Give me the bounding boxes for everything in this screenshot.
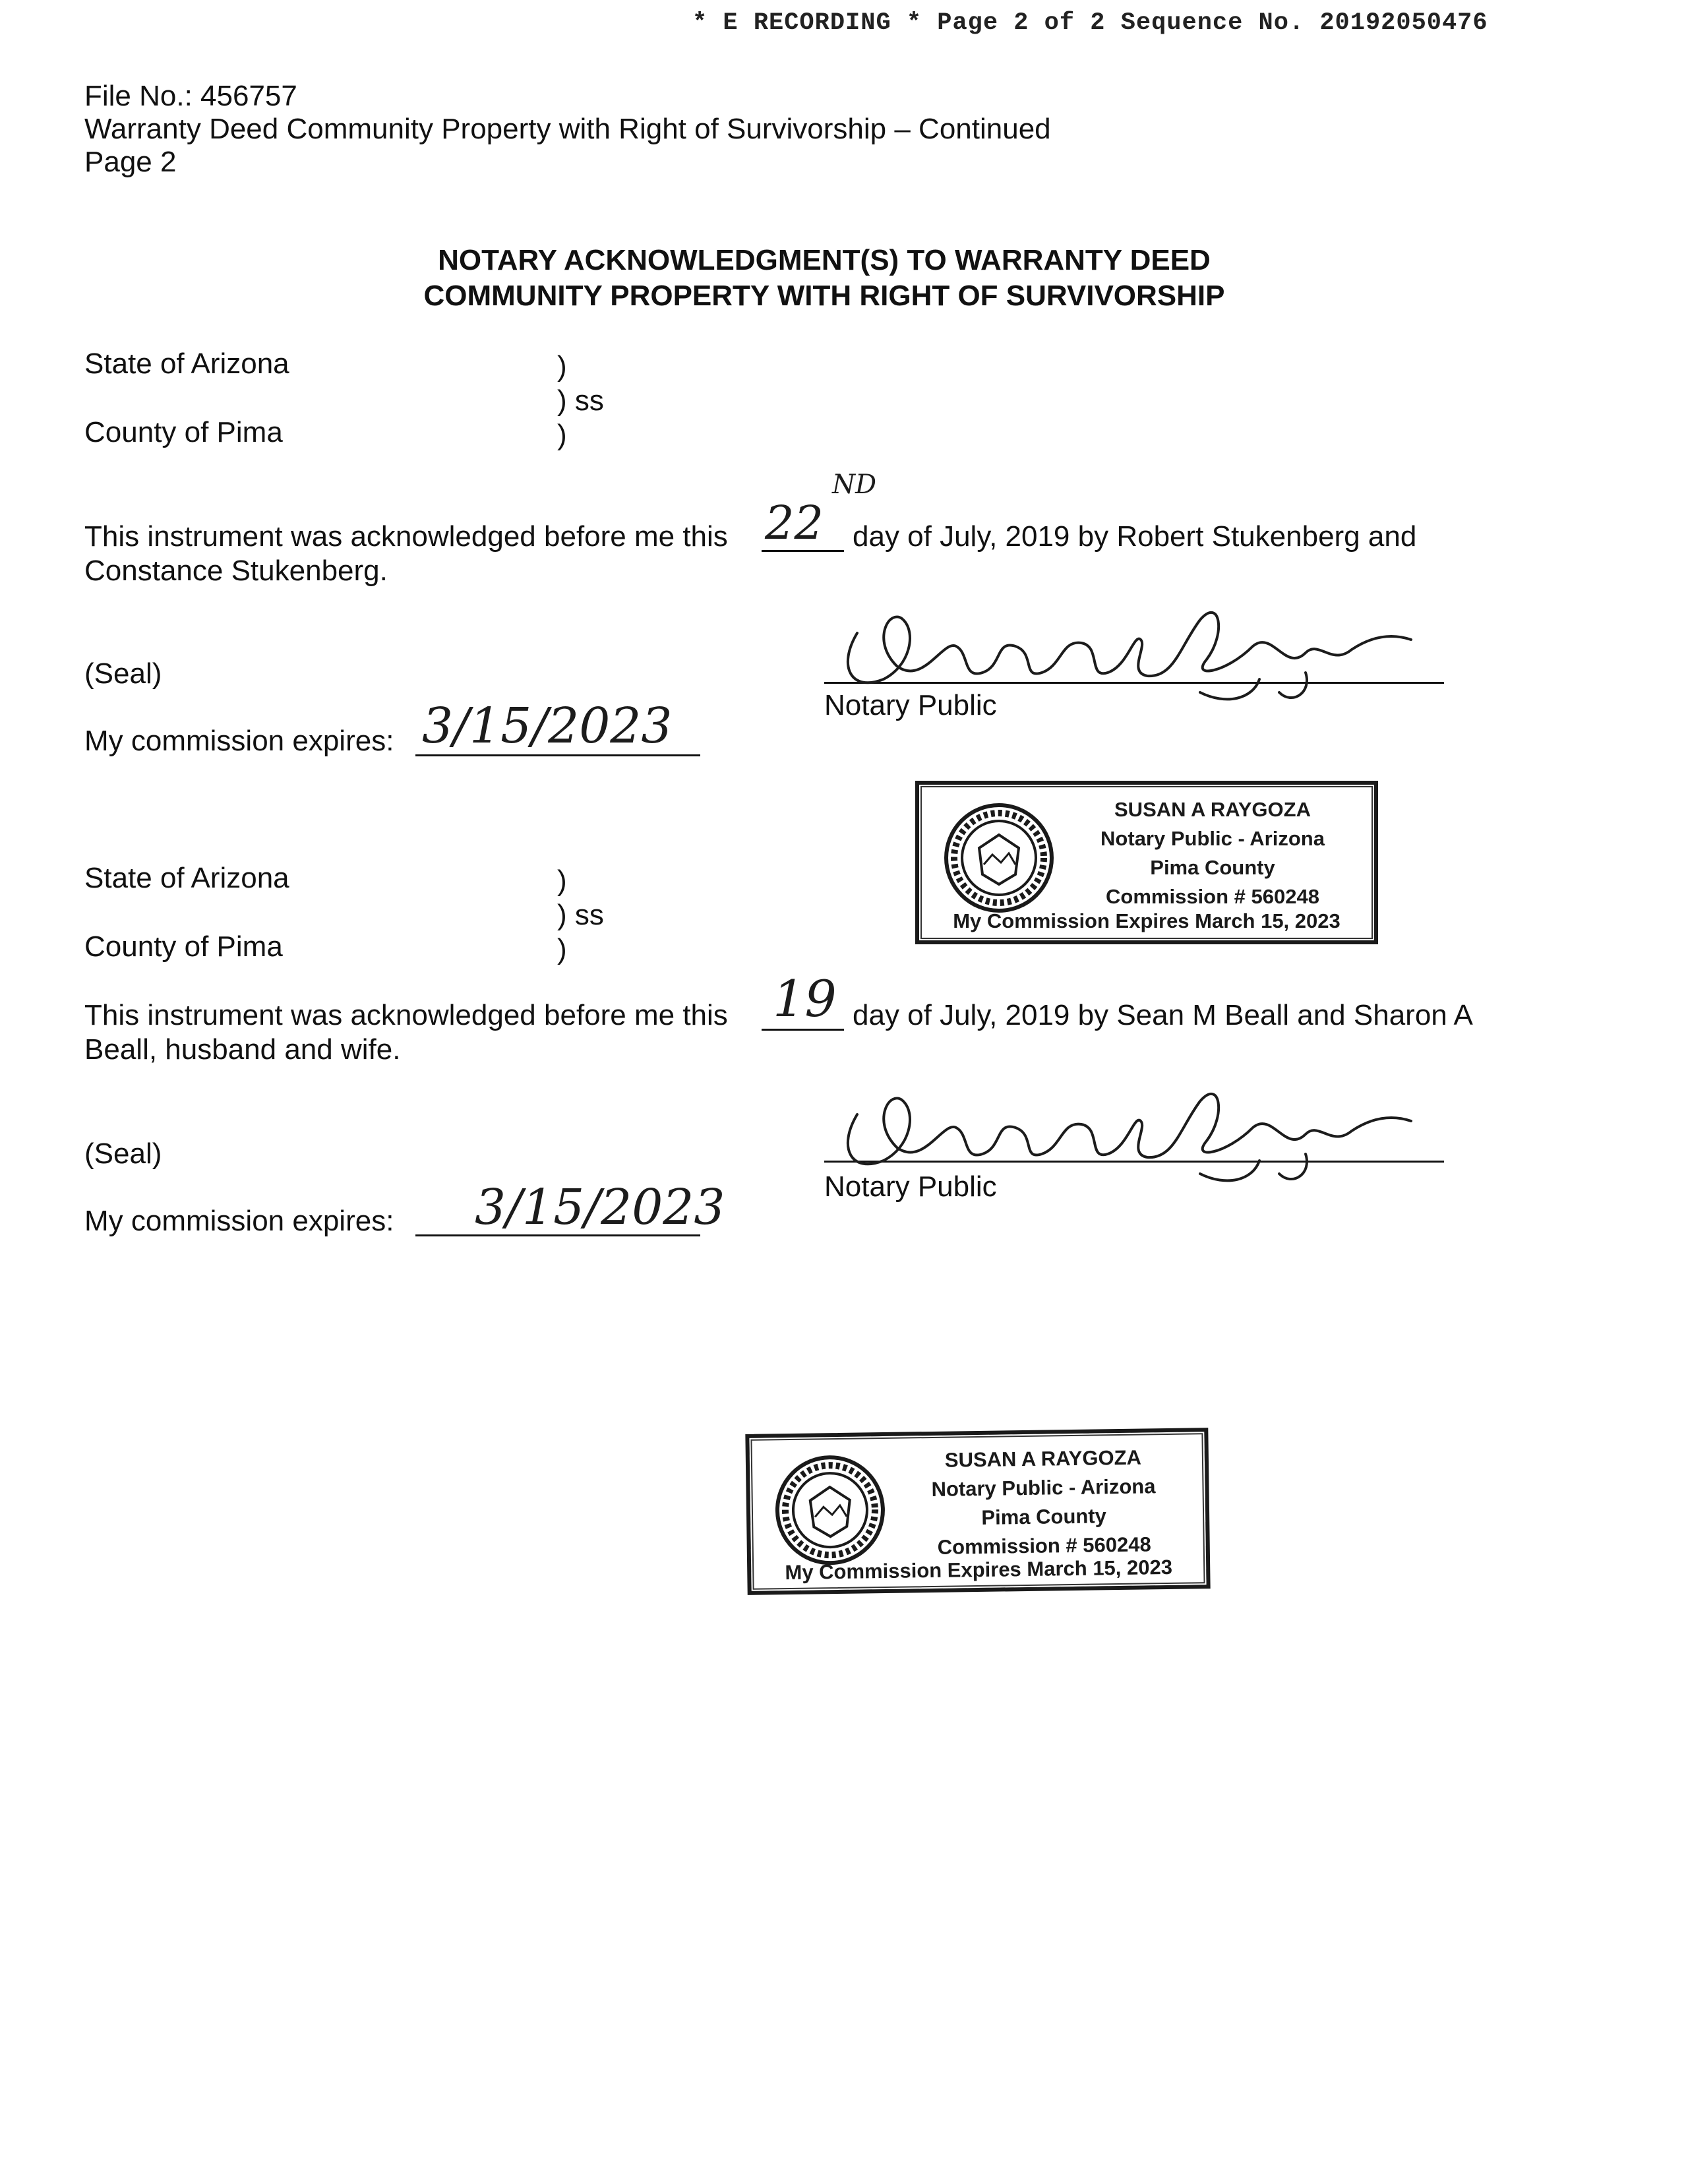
arizona-seal-icon <box>773 1453 887 1567</box>
paren-top: ) <box>557 864 567 897</box>
stamp-expires: My Commission Expires March 15, 2023 <box>785 1555 1173 1585</box>
commission-label: My commission expires: <box>84 1205 394 1237</box>
notary-public-label: Notary Public <box>824 689 997 721</box>
ss-label: ) ss <box>557 384 604 417</box>
ack-text-after: day of July, 2019 by Robert Stukenberg and <box>853 520 1417 553</box>
notary-stamp-2 <box>745 1428 1210 1595</box>
ack-text-line2: Beall, husband and wife. <box>84 1033 401 1066</box>
stamp-county: Pima County <box>981 1504 1107 1529</box>
stamp-commission: Commission # 560248 <box>1106 885 1319 908</box>
seal-label: (Seal) <box>84 1138 162 1170</box>
page-number: Page 2 <box>84 146 177 178</box>
day-suffix-handwritten: ND <box>832 470 877 500</box>
stamp-commission: Commission # 560248 <box>937 1532 1151 1559</box>
county-label: County of Pima <box>84 930 283 963</box>
commission-handwritten: 3/15/2023 <box>422 698 673 754</box>
notary-signature-1 <box>831 593 1424 706</box>
stamp-expires: My Commission Expires March 15, 2023 <box>953 909 1341 932</box>
stamp-title: Notary Public - Arizona <box>931 1474 1156 1501</box>
notary-public-label: Notary Public <box>824 1170 997 1203</box>
state-label: State of Arizona <box>84 348 289 380</box>
ss-label: ) ss <box>557 899 604 931</box>
paren-bottom: ) <box>557 933 567 965</box>
commission-handwritten: 3/15/2023 <box>475 1179 725 1236</box>
notary-signature-2 <box>831 1075 1424 1187</box>
stamp-name: SUSAN A RAYGOZA <box>1114 798 1311 821</box>
deed-title: Warranty Deed Community Property with Right of Survivorship – Continued <box>84 113 1051 145</box>
arizona-seal-icon <box>943 802 1055 914</box>
recording-header: * E RECORDING * Page 2 of 2 Sequence No. 20192050476 <box>692 9 1488 37</box>
paren-top: ) <box>557 350 567 382</box>
page-title-line1: NOTARY ACKNOWLEDGMENT(S) TO WARRANTY DEED <box>438 244 1211 276</box>
county-label: County of Pima <box>84 416 283 448</box>
ack-text-before: This instrument was acknowledged before me this <box>84 999 728 1031</box>
seal-label: (Seal) <box>84 657 162 690</box>
ack-text-before: This instrument was acknowledged before me this <box>84 520 728 553</box>
day-handwritten: 19 <box>773 969 837 1028</box>
page-title-line2: COMMUNITY PROPERTY WITH RIGHT OF SURVIVORSHIP <box>423 280 1225 312</box>
notary-stamp-1 <box>915 781 1378 944</box>
ack-text-line2: Constance Stukenberg. <box>84 555 388 587</box>
commission-label: My commission expires: <box>84 725 394 757</box>
ack-text-after: day of July, 2019 by Sean M Beall and Sharon A <box>853 999 1473 1031</box>
file-number: File No.: 456757 <box>84 80 297 112</box>
stamp-title: Notary Public - Arizona <box>1100 827 1325 850</box>
stamp-county: Pima County <box>1150 856 1275 879</box>
stamp-name: SUSAN A RAYGOZA <box>944 1445 1142 1472</box>
state-label: State of Arizona <box>84 862 289 894</box>
day-handwritten: 22 <box>765 496 824 550</box>
paren-bottom: ) <box>557 419 567 451</box>
